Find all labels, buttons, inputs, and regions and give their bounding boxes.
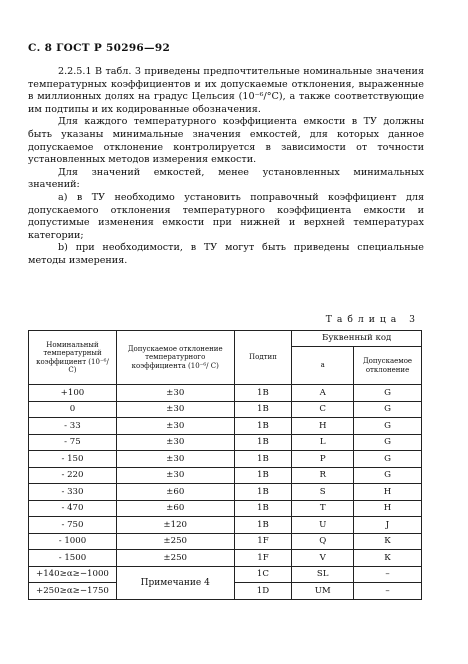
cell-code-a: UM bbox=[292, 583, 354, 600]
cell-code-a: SL bbox=[292, 566, 354, 583]
cell-nominal: - 33 bbox=[29, 418, 117, 435]
cell-subtype: 1В bbox=[234, 451, 292, 468]
cell-nominal: - 330 bbox=[29, 484, 117, 501]
cell-nominal: - 750 bbox=[29, 517, 117, 534]
paragraph-2-2-5-1: 2.2.5.1 В табл. 3 приведены предпочтительные номинальные значения температурных коэффициентов и их допускаемые отклонения, выраженные в миллионных долях на градус Цельсия (10⁻⁶/°С), а также соответствующие им подтипы и их кодированные обозначения. bbox=[28, 66, 424, 115]
cell-tolerance: ±30 bbox=[116, 401, 234, 418]
header-letter-code: Буквенный код bbox=[292, 331, 422, 347]
table-row bbox=[29, 550, 422, 567]
cell-code-a: U bbox=[292, 517, 354, 534]
table-row bbox=[29, 385, 422, 402]
header-code-b: Допускаемое отклонение bbox=[354, 347, 422, 385]
table-row bbox=[29, 500, 422, 517]
cell-code-a: R bbox=[292, 467, 354, 484]
cell-code-b: G bbox=[354, 451, 422, 468]
cell-code-b: Н bbox=[354, 500, 422, 517]
cell-code-b: G bbox=[354, 467, 422, 484]
header-subtype: Подтип bbox=[234, 331, 292, 385]
cell-tolerance: ±250 bbox=[116, 550, 234, 567]
cell-code-a: Н bbox=[292, 418, 354, 435]
cell-nominal: +250≥α≥−1750 bbox=[29, 583, 117, 600]
cell-code-b: Н bbox=[354, 484, 422, 501]
table-row bbox=[29, 418, 422, 435]
cell-nominal: - 220 bbox=[29, 467, 117, 484]
cell-code-a: Р bbox=[292, 451, 354, 468]
table-3 bbox=[28, 330, 422, 600]
cell-tolerance: ±120 bbox=[116, 517, 234, 534]
cell-code-b: J bbox=[354, 517, 422, 534]
cell-tolerance: ±60 bbox=[116, 484, 234, 501]
cell-code-a: L bbox=[292, 434, 354, 451]
cell-subtype: 1В bbox=[234, 385, 292, 402]
cell-tolerance: ±30 bbox=[116, 451, 234, 468]
cell-subtype: 1D bbox=[234, 583, 292, 600]
table-title: Таблица 3 bbox=[325, 314, 420, 325]
cell-nominal: - 75 bbox=[29, 434, 117, 451]
cell-tolerance: ±30 bbox=[116, 467, 234, 484]
header-tolerance: Допускаемое отклонение температурного коэффициента (10⁻⁶/ С) bbox=[116, 331, 234, 385]
cell-subtype: 1В bbox=[234, 467, 292, 484]
cell-code-b: G bbox=[354, 434, 422, 451]
cell-code-a: С bbox=[292, 401, 354, 418]
cell-subtype: 1С bbox=[234, 566, 292, 583]
cell-code-b: G bbox=[354, 418, 422, 435]
page-header: С. 8 ГОСТ Р 50296—92 bbox=[28, 42, 171, 54]
cell-code-a: V bbox=[292, 550, 354, 567]
cell-nominal: - 150 bbox=[29, 451, 117, 468]
table-row bbox=[29, 401, 422, 418]
cell-code-b: К bbox=[354, 550, 422, 567]
cell-code-b: – bbox=[354, 566, 422, 583]
table-row bbox=[29, 434, 422, 451]
cell-tolerance: ±60 bbox=[116, 500, 234, 517]
cell-merged-note: Примечание 4 bbox=[116, 566, 234, 599]
cell-code-a: А bbox=[292, 385, 354, 402]
body-text bbox=[28, 66, 424, 268]
table-row bbox=[29, 533, 422, 550]
cell-code-b: – bbox=[354, 583, 422, 600]
cell-nominal: 0 bbox=[29, 401, 117, 418]
cell-nominal: +100 bbox=[29, 385, 117, 402]
cell-nominal: - 470 bbox=[29, 500, 117, 517]
cell-code-a: Т bbox=[292, 500, 354, 517]
cell-subtype: 1В bbox=[234, 500, 292, 517]
cell-nominal: - 1500 bbox=[29, 550, 117, 567]
cell-code-b: К bbox=[354, 533, 422, 550]
cell-subtype: 1В bbox=[234, 434, 292, 451]
table-row bbox=[29, 484, 422, 501]
header-code-a: а bbox=[292, 347, 354, 385]
cell-nominal: - 1000 bbox=[29, 533, 117, 550]
cell-tolerance: ±30 bbox=[116, 434, 234, 451]
cell-tolerance: ±30 bbox=[116, 385, 234, 402]
cell-code-a: S bbox=[292, 484, 354, 501]
cell-tolerance: ±30 bbox=[116, 418, 234, 435]
cell-code-b: G bbox=[354, 385, 422, 402]
paragraph-below-min: Для значений емкостей, менее установленных минимальных значений: bbox=[28, 166, 424, 191]
cell-tolerance: ±250 bbox=[116, 533, 234, 550]
cell-code-b: G bbox=[354, 401, 422, 418]
cell-subtype: 1F bbox=[234, 550, 292, 567]
header-nominal: Номинальный температурный коэффициент (10⁻⁶/ С) bbox=[29, 331, 117, 385]
table-row bbox=[29, 451, 422, 468]
table-row bbox=[29, 517, 422, 534]
paragraph-item-b: b) при необходимости, в ТУ могут быть приведены специальные методы измерения. bbox=[28, 242, 424, 266]
table-row bbox=[29, 566, 422, 583]
cell-subtype: 1В bbox=[234, 517, 292, 534]
cell-subtype: 1F bbox=[234, 533, 292, 550]
cell-subtype: 1В bbox=[234, 401, 292, 418]
cell-subtype: 1В bbox=[234, 484, 292, 501]
table-row bbox=[29, 467, 422, 484]
cell-code-a: Q bbox=[292, 533, 354, 550]
paragraph-item-a: а) в ТУ необходимо установить поправочный коэффициент для допускаемого отклонения температурного коэффициента емкости и допустимые изменения емкости при нижней и верхней температурах категории; bbox=[28, 191, 424, 241]
cell-nominal: +140≥α≥−1000 bbox=[29, 566, 117, 583]
paragraph-min-capacitance: Для каждого температурного коэффициента емкости в ТУ должны быть указаны минимальные значения емкостей, для которых данное допускаемое отклонение контролируется в зависимости от точности установленных методов измерения емкости. bbox=[28, 116, 424, 166]
cell-subtype: 1В bbox=[234, 418, 292, 435]
